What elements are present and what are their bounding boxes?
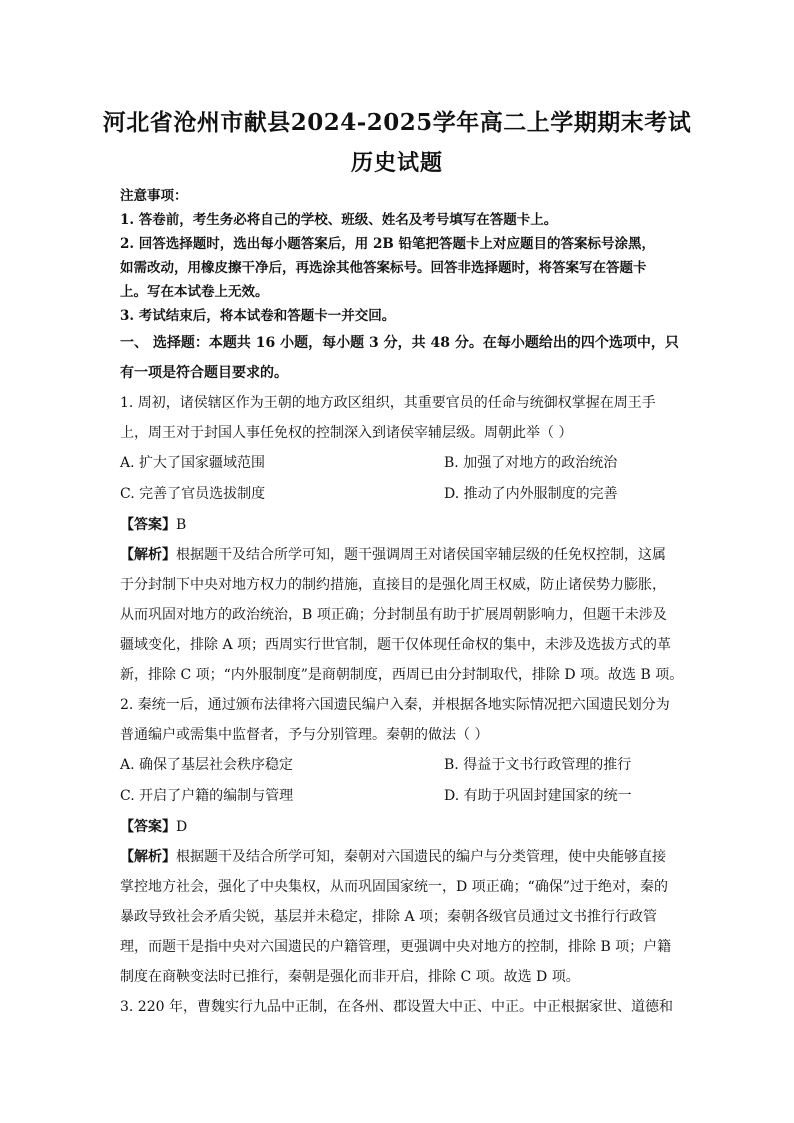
note-item: 3. 考试结束后，将本试卷和答题卡一并交回。 [120,308,396,324]
option-a: A. 确保了基层社会秩序稳定 [120,757,294,773]
question-1 [120,388,684,690]
options-row [120,479,670,510]
question-3 [120,992,673,1022]
analysis-line: 掌控地方社会，强化了中央集权，从而巩固国家统一，D 项正确；“确保”过于绝对，秦的 [120,879,668,895]
analysis-line: 于分封制下中央对地方权力的制约措施，直接目的是强化周王权威，防止诸侯势力膨胀， [120,577,666,593]
options-row [120,448,670,479]
option-d: D. 有助于巩固封建国家的统一 [444,788,632,804]
option-b: B. 加强了对地方的政治统治 [444,455,618,471]
notes-heading: 注意事项： [120,188,188,204]
section-line: 一、 选择题：本题共 16 小题，每小题 3 分，共 48 分。在每小题给出的四个选项中，只 [120,335,679,351]
option-c: C. 开启了户籍的编制与管理 [120,788,294,804]
options-row [120,781,670,812]
section-line: 有一项是符合题目要求的。 [120,365,288,381]
section-heading [120,328,679,388]
analysis-line: 【解析】根据题干及结合所学可知，秦朝对六国遗民的编户与分类管理，使中央能够直接 [120,849,666,865]
bracket-marker: 【答案】 [120,517,176,533]
question-stem: 2. 秦统一后，通过颁布法律将六国遗民编户入秦，并根据各地实际情况把六国遗民划分为 [120,697,670,713]
note-item: 如需改动，用橡皮擦干净后，再选涂其他答案标号。回答非选择题时，将答案写在答题卡 [120,260,647,276]
analysis-line: 从而巩固对地方的政治统治，B 项正确；分封制虽有助于扩展周朝影响力，但题干未涉及 [120,607,667,623]
question-stem: 3. 220 年，曹魏实行九品中正制，在各州、郡设置大中正、中正。中正根据家世、道德和 [120,999,673,1015]
analysis-line: 新，排除 C 项；“内外服制度”是商朝制度，西周已由分封制取代，排除 D 项。故选 B 项。 [120,667,684,683]
question-stem: 上，周王对于封国人事任免权的控制深入到诸侯宰辅层级。周朝此举（ ） [120,425,573,441]
question-2 [120,690,670,992]
analysis-line: 暴政导致社会矛盾尖锐，基层并未稳定，排除 A 项；秦朝各级官员通过文书推行行政管 [120,909,658,925]
analysis-line: 【解析】根据题干及结合所学可知，题干强调周王对诸侯国宰辅层级的任免权控制，这属 [120,547,666,563]
note-item: 上。写在本试卷上无效。 [120,284,269,300]
options-row [120,750,670,781]
question-stem: 1. 周初，诸侯辖区作为王朝的地方政区组织，其重要官员的任命与统御权掌握在周王手 [120,395,656,411]
exam-content [120,184,684,1022]
option-a: A. 扩大了国家疆域范围 [120,455,266,471]
option-b: B. 得益于文书行政管理的推行 [444,757,632,773]
bracket-marker: 【答案】 [120,819,176,835]
analysis-line: 疆域变化，排除 A 项；西周实行世官制，题干仅体现任命权的集中，未涉及选拔方式的革 [120,637,672,653]
question-stem: 普通编户或需集中监督者，予与分别管理。秦朝的做法（ ） [120,727,489,743]
note-item: 2. 回答选择题时，选出每小题答案后，用 2B 铅笔把答题卡上对应题目的答案标号涂黑， [120,236,655,252]
notes-block [120,184,670,328]
bracket-marker: 【解析】 [120,849,176,865]
bracket-marker: 【解析】 [120,547,176,563]
analysis-line: 理，而题干是指中央对六国遗民的户籍管理，更强调中央对地方的控制，排除 B 项；户籍 [120,939,672,955]
note-item: 1. 答卷前，考生务必将自己的学校、班级、姓名及考号填写在答题卡上。 [120,212,558,228]
analysis-line: 制度在商鞅变法时已推行，秦朝是强化而非开启，排除 C 项。故选 D 项。 [120,969,580,985]
option-c: C. 完善了官员选拔制度 [120,486,266,502]
answer: 【答案】B [120,517,187,533]
page-title: 河北省沧州市献县2024-2025学年高二上学期期末考试 [102,109,692,136]
page-subtitle: 历史试题 [350,150,443,176]
answer: 【答案】D [120,819,188,835]
option-d: D. 推动了内外服制度的完善 [444,486,618,502]
